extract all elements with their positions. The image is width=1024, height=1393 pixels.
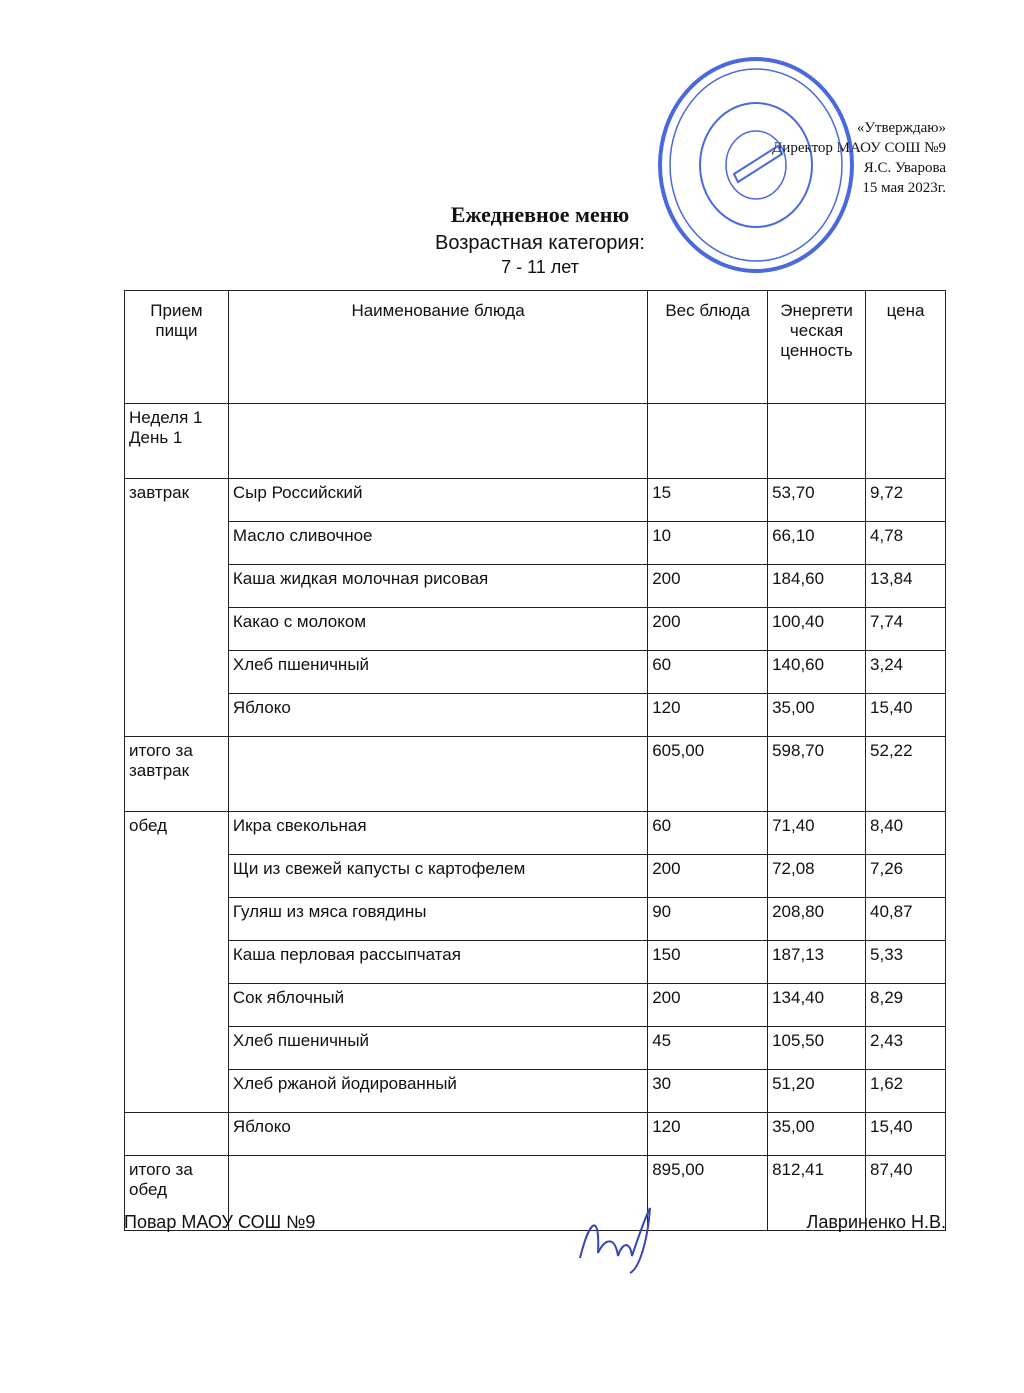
cell-energy: 134,40 — [768, 984, 866, 1027]
cell-price: 15,40 — [866, 694, 946, 737]
week-day-label: Неделя 1 День 1 — [125, 404, 229, 479]
approval-line-3: Я.С. Уварова — [863, 160, 946, 176]
cell-energy: 66,10 — [768, 522, 866, 565]
cell-energy: 71,40 — [768, 812, 866, 855]
cell-price: 7,74 — [866, 608, 946, 651]
lunch-total-energy: 812,41 — [768, 1156, 866, 1231]
lunch-total-label: итого за обед — [125, 1156, 229, 1231]
cell-price: 8,29 — [866, 984, 946, 1027]
breakfast-total-energy: 598,70 — [768, 737, 866, 812]
cell-weight: 200 — [648, 565, 768, 608]
cell-price: 7,26 — [866, 855, 946, 898]
header-row — [125, 291, 946, 404]
breakfast-total-weight: 605,00 — [648, 737, 768, 812]
age-category-label: Возрастная категория: — [435, 232, 645, 254]
breakfast-total-price: 52,22 — [866, 737, 946, 812]
cell-price: 3,24 — [866, 651, 946, 694]
cell-dish: Хлеб ржаной йодированный — [228, 1070, 647, 1113]
header-energy: Энергети ческая ценность — [768, 291, 866, 404]
cell-price: 8,40 — [866, 812, 946, 855]
header-dish: Наименование блюда — [228, 291, 647, 404]
table-row — [125, 984, 946, 1027]
cell-price: 13,84 — [866, 565, 946, 608]
cell-dish: Сыр Российский — [228, 479, 647, 522]
cell-weight: 90 — [648, 898, 768, 941]
table-row — [125, 1113, 946, 1156]
menu-table — [124, 290, 946, 1231]
cell-energy: 184,60 — [768, 565, 866, 608]
table-row — [125, 608, 946, 651]
table-row — [125, 941, 946, 984]
cell-weight: 200 — [648, 608, 768, 651]
cell-weight: 15 — [648, 479, 768, 522]
cell-weight: 150 — [648, 941, 768, 984]
cell-weight: 10 — [648, 522, 768, 565]
breakfast-section — [125, 479, 946, 737]
breakfast-total-row — [125, 737, 946, 812]
cell-price: 15,40 — [866, 1113, 946, 1156]
cell-energy: 51,20 — [768, 1070, 866, 1113]
cell-energy: 208,80 — [768, 898, 866, 941]
cell-dish: Хлеб пшеничный — [228, 1027, 647, 1070]
cell-dish: Каша перловая рассыпчатая — [228, 941, 647, 984]
lunch-meal-label: обед — [125, 812, 229, 855]
cell-price: 4,78 — [866, 522, 946, 565]
cell-dish: Щи из свежей капусты с картофелем — [228, 855, 647, 898]
table-row — [125, 898, 946, 941]
cook-title: Повар МАОУ СОШ №9 — [124, 1212, 316, 1232]
table-row — [125, 1070, 946, 1113]
table-row — [125, 812, 946, 855]
header-weight: Вес блюда — [648, 291, 768, 404]
cell-weight: 60 — [648, 812, 768, 855]
cell-weight: 200 — [648, 855, 768, 898]
cell-weight: 200 — [648, 984, 768, 1027]
cell-dish: Яблоко — [228, 694, 647, 737]
table-row — [125, 694, 946, 737]
cell-dish: Яблоко — [228, 1113, 647, 1156]
approval-line-4: 15 мая 2023г. — [862, 180, 946, 196]
cell-dish: Икра свекольная — [228, 812, 647, 855]
cell-weight: 120 — [648, 694, 768, 737]
age-range: 7 - 11 лет — [501, 257, 579, 277]
signature-image — [570, 1198, 660, 1278]
header-meal: Прием пищи — [125, 291, 229, 404]
breakfast-total-label: итого за завтрак — [125, 737, 229, 812]
table-row — [125, 855, 946, 898]
breakfast-meal-label: завтрак — [125, 479, 229, 522]
cell-dish: Какао с молоком — [228, 608, 647, 651]
table-row — [125, 651, 946, 694]
table-row — [125, 565, 946, 608]
cell-energy: 187,13 — [768, 941, 866, 984]
cell-energy: 35,00 — [768, 1113, 866, 1156]
cell-weight: 120 — [648, 1113, 768, 1156]
cell-energy: 105,50 — [768, 1027, 866, 1070]
table-row — [125, 522, 946, 565]
cell-price: 1,62 — [866, 1070, 946, 1113]
title-block — [300, 200, 780, 278]
cell-price: 2,43 — [866, 1027, 946, 1070]
lunch-total-weight: 895,00 — [648, 1156, 768, 1231]
cell-energy: 100,40 — [768, 608, 866, 651]
table-row — [125, 1027, 946, 1070]
page-title: Ежедневное меню — [450, 202, 630, 227]
cell-energy: 53,70 — [768, 479, 866, 522]
cell-price: 40,87 — [866, 898, 946, 941]
cell-price: 5,33 — [866, 941, 946, 984]
cell-dish: Масло сливочное — [228, 522, 647, 565]
cell-energy: 140,60 — [768, 651, 866, 694]
lunch-section — [125, 812, 946, 1156]
cell-weight: 30 — [648, 1070, 768, 1113]
table-row — [125, 479, 946, 522]
cook-name: Лавриненко Н.В. — [806, 1212, 946, 1232]
cell-dish: Сок яблочный — [228, 984, 647, 1027]
lunch-total-price: 87,40 — [866, 1156, 946, 1231]
approval-line-1: «Утверждаю» — [856, 120, 946, 136]
cell-dish: Гуляш из мяса говядины — [228, 898, 647, 941]
cell-energy: 35,00 — [768, 694, 866, 737]
cell-price: 9,72 — [866, 479, 946, 522]
cell-energy: 72,08 — [768, 855, 866, 898]
cell-dish: Каша жидкая молочная рисовая — [228, 565, 647, 608]
cell-dish: Хлеб пшеничный — [228, 651, 647, 694]
header-price: цена — [866, 291, 946, 404]
approval-line-2: Директор МАОУ СОШ №9 — [772, 140, 946, 156]
cell-weight: 60 — [648, 651, 768, 694]
cell-weight: 45 — [648, 1027, 768, 1070]
week-day-row — [125, 404, 946, 479]
